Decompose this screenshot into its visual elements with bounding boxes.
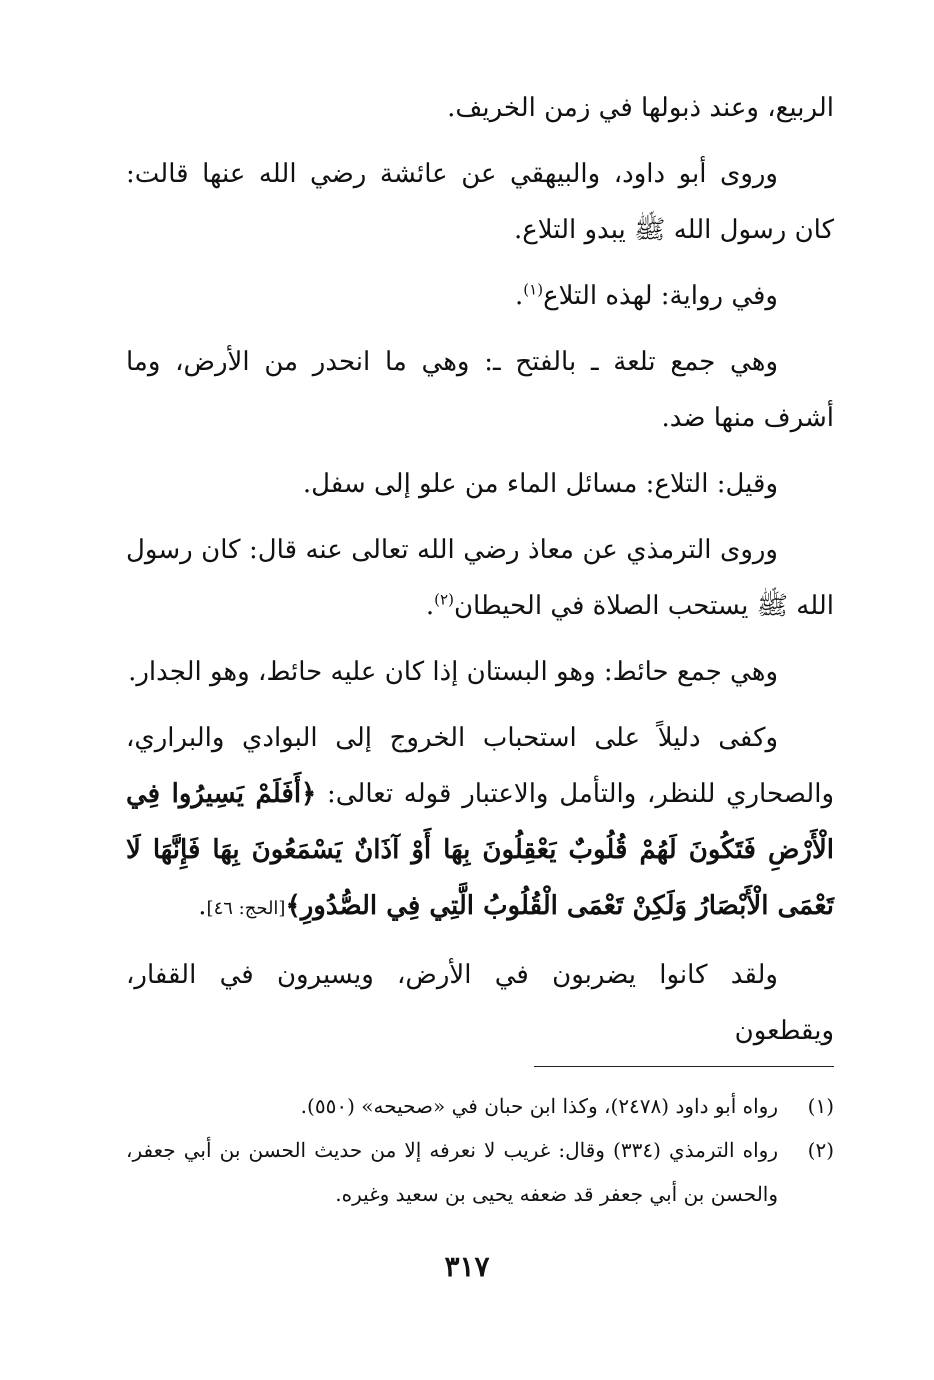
footnote-marker-2[interactable]: (٢) xyxy=(434,590,454,609)
footnote-separator xyxy=(534,1066,834,1067)
paragraph-text: وروى أبو داود، والبيهقي عن عائشة رضي الله عنها قالت: كان رسول الله ﷺ يبدو التلاع. xyxy=(126,159,834,245)
footnotes xyxy=(126,1084,834,1216)
paragraph-1 xyxy=(126,80,834,136)
paragraph-text: وفي رواية: لهذه التلاع xyxy=(543,281,778,311)
verse-reference: [الحج: ٤٦] xyxy=(206,898,286,919)
quran-verse: ﴿أَفَلَمْ يَسِيرُوا فِي الْأَرْضِ فَتَكُونَ لَهُمْ قُلُوبٌ يَعْقِلُونَ بِهَا أَوْ آذَانٌ يَسْمَعُونَ بِهَا فَإِنَّهَا لَا تَعْمَى الْأَبْصَارُ وَلَكِنْ تَعْمَى الْقُلُوبُ الَّتِي فِي الصُّدُورِ﴾ xyxy=(126,779,834,921)
page-number: ٣١٧ xyxy=(444,1250,490,1283)
quran-paragraph xyxy=(126,710,834,937)
footnote-1 xyxy=(126,1084,834,1128)
footnote-text: رواه الترمذي (٣٣٤) وقال: غريب لا نعرفه إلا من حديث الحسن بن أبي جعفر، والحسن بن أبي جعفر قد ضعفه يحيى بن سعيد وغيره. xyxy=(126,1138,778,1206)
paragraph-2 xyxy=(126,146,834,258)
paragraph-text: وروى الترمذي عن معاذ رضي الله تعالى عنه قال: كان رسول الله ﷺ يستحب الصلاة في الحيطان xyxy=(126,535,834,621)
footnote-number: (١) xyxy=(807,1094,834,1118)
main-text xyxy=(126,80,834,1059)
paragraph-last xyxy=(126,947,834,1059)
footnote-text: رواه أبو داود (٢٤٧٨)، وكذا ابن حبان في «صحيحه» (٥٥٠). xyxy=(300,1094,778,1118)
paragraph-end: . xyxy=(515,281,524,311)
paragraph-text: الربيع، وعند ذبولها في زمن الخريف. xyxy=(447,93,834,123)
footnote-2 xyxy=(126,1128,834,1216)
paragraph-7 xyxy=(126,644,834,700)
footnote-marker-1[interactable]: (١) xyxy=(523,280,544,299)
footnote-number: (٢) xyxy=(807,1138,834,1162)
paragraph-text: وقيل: التلاع: مسائل الماء من علو إلى سفل. xyxy=(302,469,778,499)
paragraph-3 xyxy=(126,268,834,324)
paragraph-text: وكفى دليلاً على استحباب الخروج إلى البوادي والبراري، والصحاري للنظر، والتأمل والاعتبار قوله تعالى: xyxy=(126,723,834,809)
paragraph-text: وهي جمع تلعة ـ بالفتح ـ: وهي ما انحدر من الأرض، وما أشرف منها ضد. xyxy=(126,347,834,433)
paragraph-end: . xyxy=(198,891,207,921)
paragraph-end: . xyxy=(425,591,435,621)
paragraph-text: ولقد كانوا يضربون في الأرض، ويسيرون في القفار، ويقطعون xyxy=(126,960,834,1046)
paragraph-5 xyxy=(126,456,834,512)
paragraph-text: وهي جمع حائط: وهو البستان إذا كان عليه حائط، وهو الجدار. xyxy=(128,657,778,687)
paragraph-6 xyxy=(126,522,834,634)
paragraph-4 xyxy=(126,334,834,446)
